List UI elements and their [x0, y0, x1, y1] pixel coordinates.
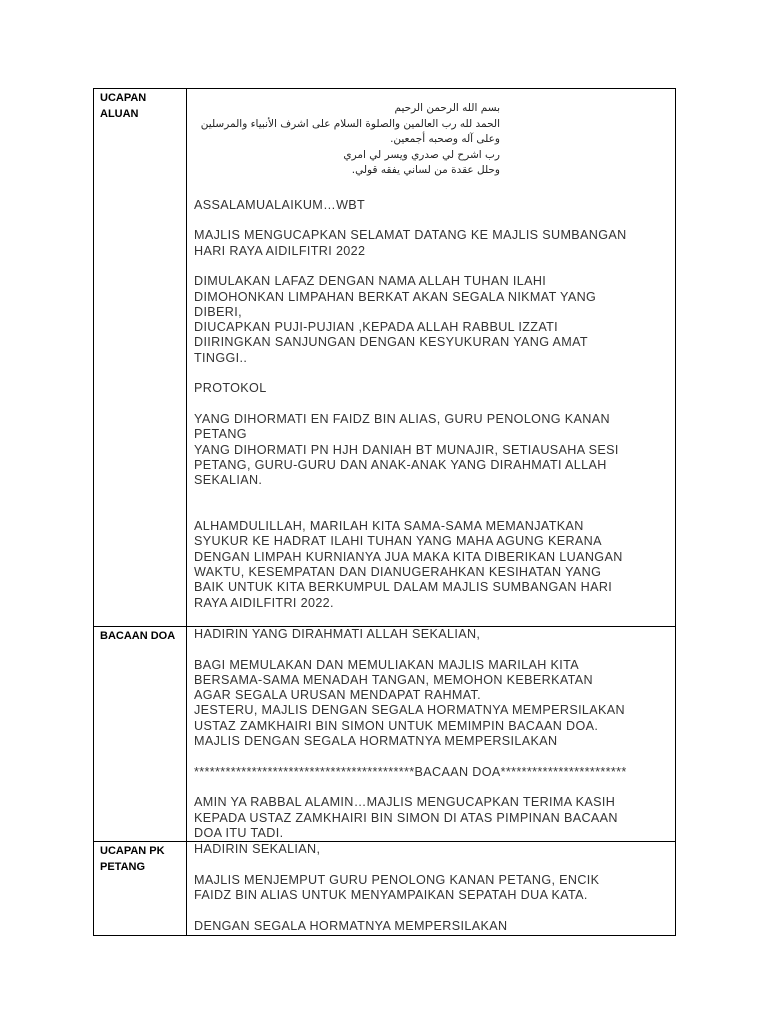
arabic-line: بسم الله الرحمن الرحيم	[394, 102, 500, 114]
table-row-ucapan-aluan	[94, 89, 676, 627]
section-label-ucapan-aluan: UCAPAN ALUAN	[94, 89, 187, 627]
section-body-ucapan-pk-petang	[187, 842, 676, 936]
audience-address-paragraph: HADIRIN YANG DIRAHMATI ALLAH SEKALIAN,	[194, 627, 481, 641]
speaker-invitation-paragraph: MAJLIS MENJEMPUT GURU PENOLONG KANAN PETANG, ENCIK FAIDZ BIN ALIAS UNTUK MENYAMPAIKAN SEPATAH DUA KATA.	[194, 872, 600, 903]
audience-address-paragraph: HADIRIN SEKALIAN,	[194, 842, 321, 857]
gratitude-paragraph: ALHAMDULILLAH, MARILAH KITA SAMA-SAMA MEMANJATKAN SYUKUR KE HADRAT ILAHI TUHAN YANG MAHA AGUNG KERANA DENGAN LIMPAH KURNIANYA JUA MAKA KITA DIBERIKAN LUANGAN WAKTU, KESEMPATAN DAN DIANUGERAHKAN KESIHATAN YANG BAIK UNTUK KITA BERKUMPUL DALAM MAJLIS SUMBANGAN HARI RAYA AIDILFITRI 2022.	[194, 519, 623, 610]
protocol-list-paragraph: YANG DIHORMATI EN FAIDZ BIN ALIAS, GURU PENOLONG KANAN PETANG YANG DIHORMATI PN HJH DANIAH BT MUNAJIR, SETIAUSAHA SESI PETANG, GURU-GURU DAN ANAK-ANAK YANG DIRAHMATI ALLAH SEKALIAN.	[194, 411, 619, 488]
opening-praise-paragraph: DIMULAKAN LAFAZ DENGAN NAMA ALLAH TUHAN ILAHI DIMOHONKAN LIMPAHAN BERKAT AKAN SEGALA NIKMAT YANG DIBERI, DIUCAPKAN PUJI-PUJIAN ,KEPADA ALLAH RABBUL IZZATI DIIRINGKAN SANJUNGAN DENGAN KESYUKURAN YANG AMAT TINGGI..	[194, 274, 597, 365]
prayer-invitation-paragraph: BAGI MEMULAKAN DAN MEMULIAKAN MAJLIS MARILAH KITA BERSAMA-SAMA MENADAH TANGAN, MEMOHON KEBERKATAN AGAR SEGALA URUSAN MENDAPAT RAHMAT. JESTERU, MAJLIS DENGAN SEGALA HORMATNYA MEMPERSILAKAN USTAZ ZAMKHAIRI BIN SIMON UNTUK MEMIMPIN BACAAN DOA. MAJLIS DENGAN SEGALA HORMATNYA MEMPERSILAKAN	[194, 657, 625, 749]
section-body-bacaan-doa	[187, 627, 676, 842]
prayer-thanks-paragraph: AMIN YA RABBAL ALAMIN…MAJLIS MENGUCAPKAN TERIMA KASIH KEPADA USTAZ ZAMKHAIRI BIN SIMON DI ATAS PIMPINAN BACAAN DOA ITU TADI.	[194, 795, 618, 840]
arabic-line: وعلى آله وصحبه أجمعين.	[390, 133, 500, 145]
table-row-ucapan-pk-petang	[94, 842, 676, 936]
prayer-divider-line: ******************************************BACAAN DOA************************	[194, 764, 627, 779]
arabic-opening-prayer	[194, 89, 500, 183]
speech-script-table	[93, 88, 676, 936]
section-label-ucapan-pk-petang: UCAPAN PK PETANG	[94, 842, 187, 936]
greeting-paragraph: ASSALAMUALAIKUM…WBT	[194, 197, 366, 212]
section-label-bacaan-doa: BACAAN DOA	[94, 627, 187, 842]
arabic-line: وحلل عقدة من لساني يفقه قولي.	[351, 164, 500, 176]
welcome-paragraph: MAJLIS MENGUCAPKAN SELAMAT DATANG KE MAJLIS SUMBANGAN HARI RAYA AIDILFITRI 2022	[194, 228, 627, 258]
protocol-heading: PROTOKOL	[194, 381, 267, 396]
closing-invitation-line: DENGAN SEGALA HORMATNYA MEMPERSILAKAN	[194, 918, 508, 933]
table-row-bacaan-doa	[94, 627, 676, 842]
section-body-ucapan-aluan	[187, 89, 676, 627]
arabic-line: رب اشرح لي صدري ويسر لي امري	[343, 148, 500, 161]
arabic-line: الحمد لله رب العالمين والصلوة السلام على اشرف الأنبياء والمرسلين	[200, 117, 500, 130]
